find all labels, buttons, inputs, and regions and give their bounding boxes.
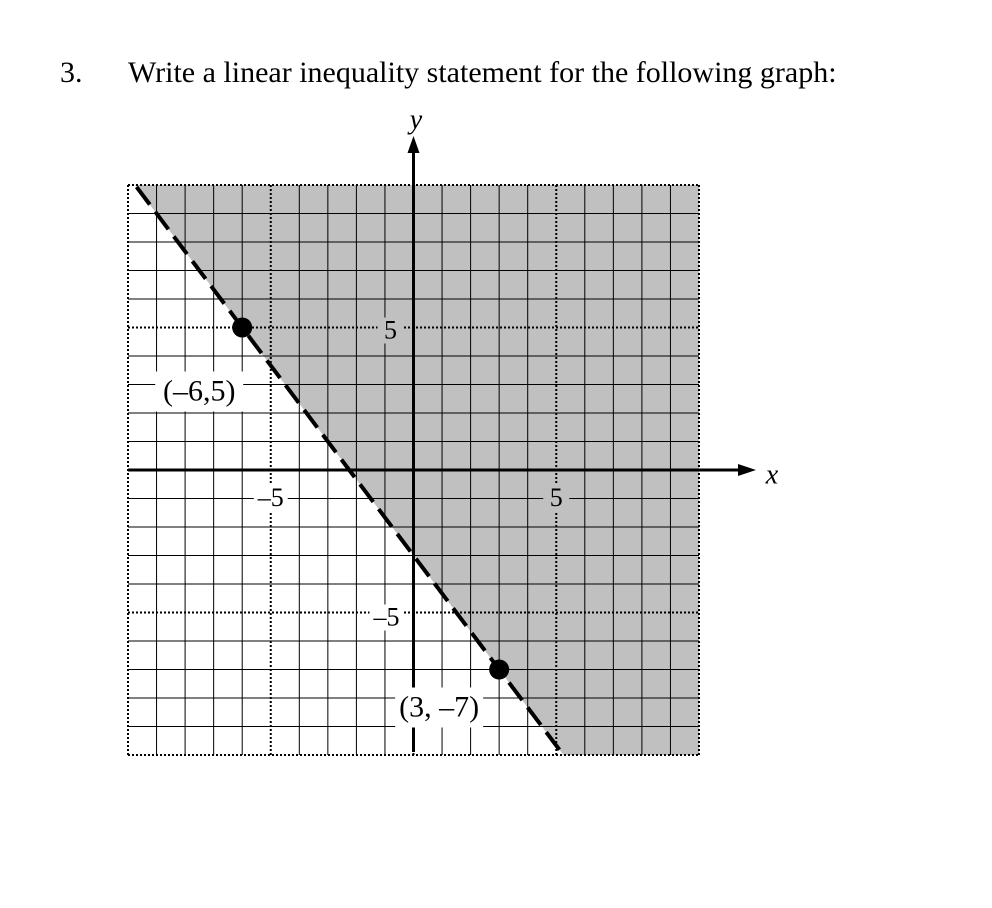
point-label: (3, –7) <box>399 690 480 724</box>
y-axis-label: y <box>409 104 423 136</box>
x-tick-label-neg5: –5 <box>257 482 284 512</box>
question-number: 3. <box>60 56 83 89</box>
y-tick-label-neg5: –5 <box>373 602 400 632</box>
y-tick-label-pos5: 5 <box>384 315 397 345</box>
point-label: (–6,5) <box>162 374 236 408</box>
x-axis-label: x <box>765 459 779 491</box>
question-prompt: Write a linear inequality statement for the following graph: <box>128 56 837 89</box>
x-tick-label-pos5: 5 <box>549 482 563 512</box>
point-marker <box>489 660 509 680</box>
y-axis-arrow <box>408 136 420 153</box>
point-marker <box>232 318 252 338</box>
x-axis-arrow <box>738 464 756 476</box>
